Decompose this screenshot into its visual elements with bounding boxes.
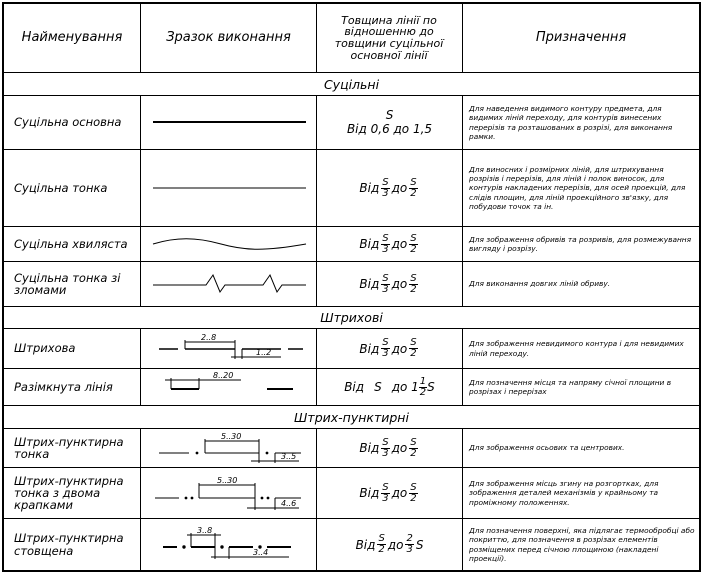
rule [699,2,701,572]
fraction-numerator: S [382,436,389,448]
thickness-fraction [409,234,417,255]
fraction-numerator: S [382,232,389,244]
fraction-denominator: 2 [410,447,417,459]
solid-thin-line-sample [141,150,316,226]
dash-dot-dot-line-sample [141,468,316,518]
thickness-fraction [381,234,389,255]
row-purpose: Для зображення осьових та центрових. [469,443,625,453]
row-name: Суцільна хвиляста [14,236,128,251]
dimension-label: 8..20 [213,371,234,380]
header-name: Найменування [21,30,123,46]
fraction-denominator: 2 [410,187,417,199]
thickness-to: до [391,486,408,500]
row-name: Суцільна тонка [14,180,108,195]
row-purpose: Для зображення місць згину на розгортках, для зображення деталей механізмів у крайньому та проміжному положеннях. [469,479,659,507]
thickness-cell [317,519,462,570]
solid-main-line-sample [141,96,316,149]
fraction-numerator: 2 [406,533,413,544]
row-purpose: Для позначення поверхні, яка підлягає термообробці або покриттю, для позначення в розрізах елементів розміщених перед січною площиною (накладені проекції). [469,526,695,563]
fraction-numerator: S [410,232,417,244]
thickness-cell [317,329,462,368]
zigzag-line-sample [141,262,316,306]
dimension-label: 2..8 [201,333,217,342]
thickness-to: до [391,380,408,394]
fraction-denominator: 2 [410,243,417,255]
fraction-numerator: S [378,533,385,544]
dash-dot-thin-line-sample [141,429,316,467]
row-name: Суцільна основна [14,115,122,130]
thickness-fraction [381,438,389,459]
fraction-numerator: S [410,337,417,348]
thickness-to: до [391,181,408,195]
section-dashed: Штрихові [320,310,383,325]
dimension-label: 1..2 [256,348,272,357]
row-purpose: Для виконання довгих ліній обриву. [469,279,611,289]
thickness-to: до [387,537,404,552]
section-solid: Суцільні [323,76,380,92]
thickness-from: Від [359,277,380,291]
thickness-fraction [409,274,417,295]
row-name: Суцільна тонка зі зломами [14,270,121,297]
fraction-denominator: 2 [410,492,417,504]
fraction-denominator: 2 [419,386,427,398]
dash-dot-thick-line-sample [141,519,316,570]
thickness-from: Від [355,537,376,552]
fraction-denominator: 2 [378,544,385,555]
thickness-fraction [409,438,417,459]
thickness-to: до [391,277,408,291]
thickness-from: Від [359,441,380,455]
dimension-label: 3..4 [253,548,269,557]
fraction-denominator: 2 [410,348,417,359]
thickness-from: Від [359,181,380,195]
fraction-numerator: S [410,481,417,493]
thickness-to: до [391,341,408,356]
thickness-symbol: S [374,380,382,394]
row-name: Штрихова [14,341,76,356]
dimension-label: 4..6 [281,499,297,508]
thickness-from: Від [359,486,380,500]
fraction-numerator: S [410,436,417,448]
thickness-symbol: S [415,537,424,552]
fraction-denominator: 3 [406,544,413,555]
thickness-range: Від 0,6 до 1,5 [346,121,433,136]
thickness-fraction [381,274,389,295]
thickness-cell [317,262,462,306]
thickness-from: Від [359,341,380,356]
dimension-label: 3..8 [197,526,213,535]
thickness-cell [317,369,462,405]
thickness-from: Від [344,380,365,394]
thickness-cell [317,429,462,467]
thickness-fraction [409,483,417,504]
fraction-denominator: 3 [382,283,389,295]
thickness-to: до [391,441,408,455]
thickness-to: до [391,237,408,251]
thickness-cell [317,150,462,226]
fraction-numerator: S [410,176,417,188]
fraction-numerator: S [382,337,389,348]
row-purpose: Для виносних і розмірних ліній, для штрихування розрізів і перерізів, для ліній і полок виносок, для контурів накладених перерізів, для осей проекцій, для слідів площин, для ліній проекційного зв'язку, для побудови точок та ін. [469,165,686,211]
section-dashdot: Штрих-пунктирні [294,409,409,425]
dimension-label: 3..5 [281,452,297,461]
fraction-numerator: 1 [419,375,427,387]
header-purpose: Призначення [535,30,627,46]
thickness-whole: 1 [411,380,419,394]
rule [2,570,701,572]
thickness-symbol: S [385,107,394,122]
fraction-denominator: 3 [382,492,389,504]
thickness-fraction [377,534,385,555]
row-purpose: Для зображення обривів та розривів, для розмежування вигляду і розрізу. [469,234,692,253]
thickness-fraction [409,338,417,359]
thickness-fraction [405,534,413,555]
open-line-sample [141,369,316,405]
dashed-line-sample [141,329,316,368]
fraction-numerator: S [382,481,389,493]
fraction-denominator: 3 [382,187,389,199]
fraction-denominator: 3 [382,348,389,359]
thickness-symbol: S [427,380,435,394]
fraction-numerator: S [382,272,389,284]
rule [316,2,317,73]
wavy-line-sample [141,227,316,261]
row-name: Штрих-пунктирна тонка [14,434,124,461]
row-purpose: Для позначення місця та напряму січної площини в розрізах і перерізах [469,377,672,396]
header-sample: Зразок виконання [166,30,291,46]
fraction-numerator: S [382,176,389,188]
fraction-denominator: 3 [382,243,389,255]
dimension-label: 5..30 [221,432,242,441]
line-types-table [2,2,701,572]
thickness-cell [317,468,462,518]
fraction-numerator: S [410,272,417,284]
row-purpose: Для зображення невидимого контура і для невидимих ліній переходу. [469,339,684,358]
header-thickness: Товщина лінії по відношенню до товщини суцільної основної лінії [334,13,444,62]
row-name: Разімкнута лінія [14,379,113,394]
fraction-denominator: 3 [382,447,389,459]
row-purpose: Для наведення видимого контуру предмета, для видимих ліній переходу, для контурів винесених перерізів та розташованих в розрізі, для виконання рамки. [469,104,673,141]
row-name: Штрих-пунктирна стовщена [14,531,124,558]
thickness-fraction [381,483,389,504]
thickness-fraction [381,178,389,199]
thickness-cell [317,96,462,149]
fraction-denominator: 2 [410,283,417,295]
thickness-from: Від [359,237,380,251]
thickness-fraction [409,178,417,199]
thickness-cell [317,227,462,261]
thickness-fraction [419,377,427,398]
thickness-fraction [381,338,389,359]
row-name: Штрих-пунктирна тонка з двома крапками [14,473,124,513]
dimension-label: 5..30 [217,476,238,485]
